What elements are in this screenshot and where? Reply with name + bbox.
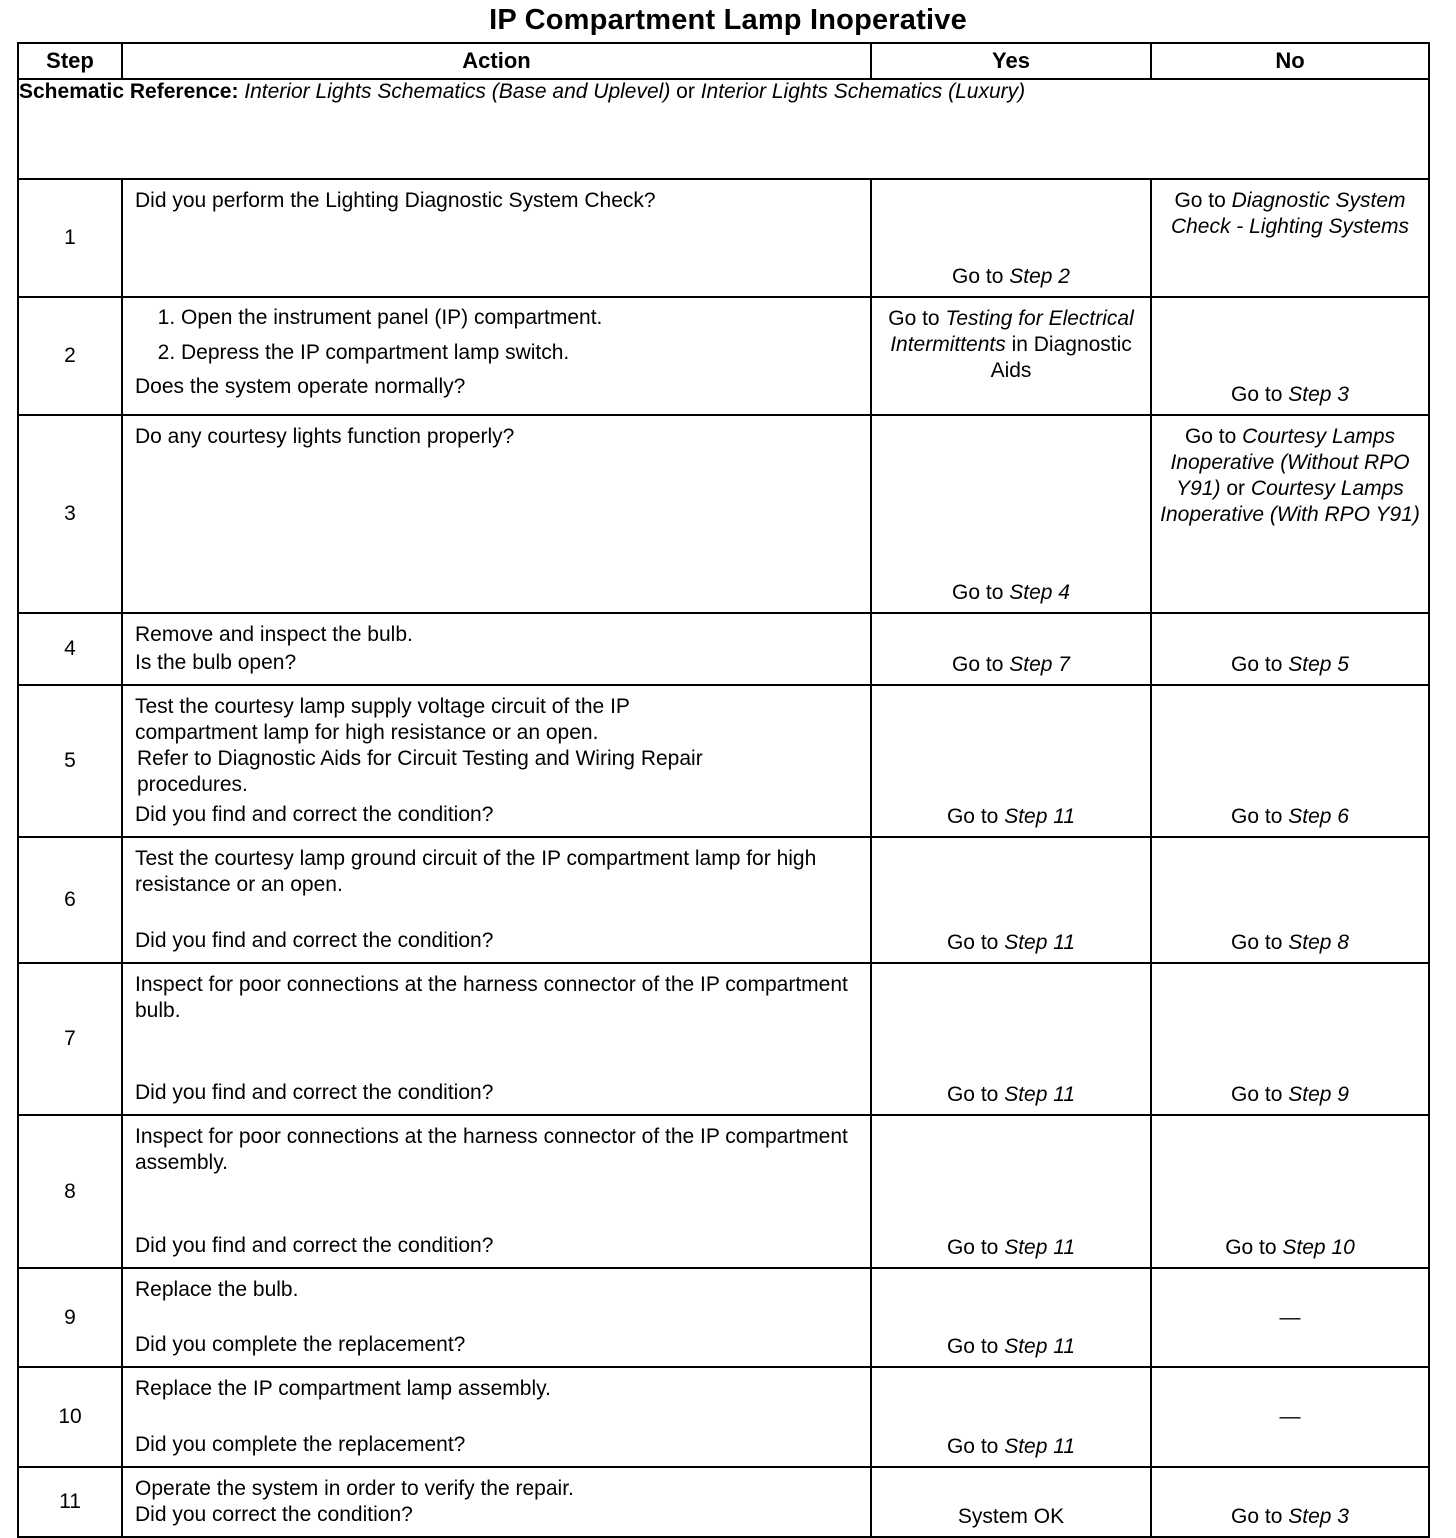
goto-label: Go to [1231,931,1283,954]
yes-cell [871,685,1151,837]
step-number: 11 [18,1467,122,1537]
header-yes: Yes [871,43,1151,79]
action-question: Did you find and correct the condition? [135,929,494,952]
action-text: Test the courtesy lamp supply voltage circuit of the IP compartment lamp for high resistance or an open. [135,695,630,744]
yes-link[interactable]: Step 11 [1004,1083,1076,1106]
action-cell [122,613,871,685]
action-question: Does the system operate normally? [135,375,466,398]
action-text: Do any courtesy lights function properly? [135,425,515,448]
no-link[interactable]: Step 6 [1288,805,1349,828]
action-question: Did you find and correct the condition? [135,1081,494,1104]
table-row [18,685,1429,837]
action-text: Operate the system in order to verify the repair. [135,1477,574,1500]
yes-link[interactable]: Step 11 [1004,1236,1076,1259]
table-row [18,1367,1429,1467]
goto-label: Go to [1174,189,1226,212]
action-text: Replace the IP compartment lamp assembly. [135,1377,551,1400]
goto-label: Go to [946,1083,999,1106]
action-cell [122,963,871,1115]
step-number: 10 [18,1367,122,1467]
action-note: Refer to Diagnostic Aids for Circuit Testing and Wiring Repair procedures. [137,747,703,796]
goto-label: Go to [952,653,1004,676]
schematic-ref-1[interactable]: Interior Lights Schematics (Base and Uplevel) [244,80,671,103]
goto-label: Go to [1231,1083,1283,1106]
goto-label: Go to [946,805,999,828]
action-text: Remove and inspect the bulb. [135,623,413,646]
action-question: Did you correct the condition? [135,1503,413,1526]
schematic-reference-row [18,79,1429,179]
schematic-reference [18,79,1429,179]
no-link-1[interactable]: Courtesy Lamps Inoperative (Without RPO Y91) [1170,425,1410,500]
action-text: Inspect for poor connections at the harness connector of the IP compartment assembly. [135,1125,848,1174]
yes-link[interactable]: Step 11 [1004,1435,1076,1458]
yes-link[interactable]: Step 7 [1009,653,1070,676]
table-row [18,1115,1429,1268]
yes-link[interactable]: Step 2 [1009,265,1070,288]
no-link[interactable]: Diagnostic System Check - Lighting Systems [1170,189,1410,238]
yes-link[interactable]: Step 11 [1004,1335,1076,1358]
no-link-2[interactable]: Courtesy Lamps Inoperative (With RPO Y91) [1160,477,1420,526]
action-cell [122,1367,871,1467]
action-cell [122,685,871,837]
goto-label: Go to [946,931,999,954]
yes-cell [871,297,1151,415]
goto-label: Go to [1225,1236,1277,1259]
schematic-ref-2[interactable]: Interior Lights Schematics (Luxury) [700,80,1026,103]
step-number: 5 [18,685,122,837]
no-cell [1151,837,1429,963]
header-action: Action [122,43,871,79]
action-cell [122,1268,871,1367]
step-number: 4 [18,613,122,685]
no-cell [1151,963,1429,1115]
no-cell [1151,685,1429,837]
diagnostic-table [17,42,1430,1538]
header-no: No [1151,43,1429,79]
yes-link[interactable]: Testing for Electrical Intermittents [890,307,1134,356]
no-link[interactable]: Step 3 [1288,383,1349,406]
action-question: Did you find and correct the condition? [135,803,494,826]
yes-result: System OK [957,1505,1065,1528]
action-question: Did you find and correct the condition? [135,1234,494,1257]
goto-label: Go to [946,1236,999,1259]
action-text: Replace the bulb. [135,1278,299,1301]
step-number: 6 [18,837,122,963]
action-substeps [135,300,860,370]
action-question: Did you complete the replacement? [135,1433,466,1456]
yes-link[interactable]: Step 11 [1004,805,1076,828]
schematic-label: Schematic Reference: [19,80,239,103]
step-number: 9 [18,1268,122,1367]
yes-cell [871,1467,1151,1537]
step-number: 8 [18,1115,122,1268]
goto-label: Go to [946,1435,999,1458]
action-cell [122,1467,871,1537]
no-cell [1151,613,1429,685]
no-cell [1151,415,1429,613]
action-text: Did you perform the Lighting Diagnostic System Check? [135,189,656,212]
table-row [18,415,1429,613]
no-dash: — [1279,1405,1301,1428]
goto-label: Go to [946,1335,999,1358]
goto-label: Go to [952,581,1004,604]
action-cell [122,297,871,415]
no-cell [1151,1268,1429,1367]
action-question: Did you complete the replacement? [135,1333,466,1356]
action-text: Test the courtesy lamp ground circuit of the IP compartment lamp for high resistance or an open. [135,847,817,896]
table-row [18,1467,1429,1537]
no-link[interactable]: Step 8 [1288,931,1349,954]
no-cell [1151,1115,1429,1268]
no-link[interactable]: Step 3 [1288,1505,1349,1528]
goto-label: Go to [1231,805,1283,828]
no-cell [1151,179,1429,297]
no-cell [1151,1367,1429,1467]
yes-link[interactable]: Step 11 [1004,931,1076,954]
table-row [18,613,1429,685]
step-number: 7 [18,963,122,1115]
goto-label: Go to [952,265,1004,288]
goto-label: Go to [888,307,940,330]
no-cell [1151,1467,1429,1537]
table-row [18,1268,1429,1367]
step-number: 1 [18,179,122,297]
goto-label: Go to [1184,425,1237,448]
no-dash: — [1279,1305,1301,1329]
action-cell [122,837,871,963]
header-row [18,43,1429,79]
yes-cell [871,613,1151,685]
page-title: IP Compartment Lamp Inoperative [489,4,967,36]
table-row [18,297,1429,415]
no-cell [1151,297,1429,415]
yes-cell [871,837,1151,963]
yes-link[interactable]: Step 4 [1009,581,1070,604]
goto-label: Go to [1231,383,1283,406]
table-row [18,179,1429,297]
yes-cell [871,1367,1151,1467]
no-link[interactable]: Step 5 [1288,653,1349,676]
no-or: or [1226,477,1246,500]
goto-label: Go to [1231,653,1283,676]
substep: 2. Depress the IP compartment lamp switch. [181,335,860,370]
yes-cell [871,1268,1151,1367]
action-question: Is the bulb open? [135,651,297,674]
yes-cell [871,179,1151,297]
goto-label: Go to [1231,1505,1283,1528]
step-number: 2 [18,297,122,415]
table-row [18,963,1429,1115]
action-text: Inspect for poor connections at the harness connector of the IP compartment bulb. [135,973,848,1022]
action-cell [122,1115,871,1268]
header-step: Step [18,43,122,79]
yes-cell [871,415,1151,613]
table-row [18,837,1429,963]
action-cell [122,415,871,613]
step-number: 3 [18,415,122,613]
yes-cell [871,1115,1151,1268]
yes-cell [871,963,1151,1115]
no-link[interactable]: Step 10 [1282,1236,1355,1259]
action-cell [122,179,871,297]
yes-suffix: in Diagnostic Aids [990,333,1132,382]
substep: 1. Open the instrument panel (IP) compartment. [181,300,860,335]
no-link[interactable]: Step 9 [1288,1083,1349,1106]
schematic-or: or [676,80,695,103]
